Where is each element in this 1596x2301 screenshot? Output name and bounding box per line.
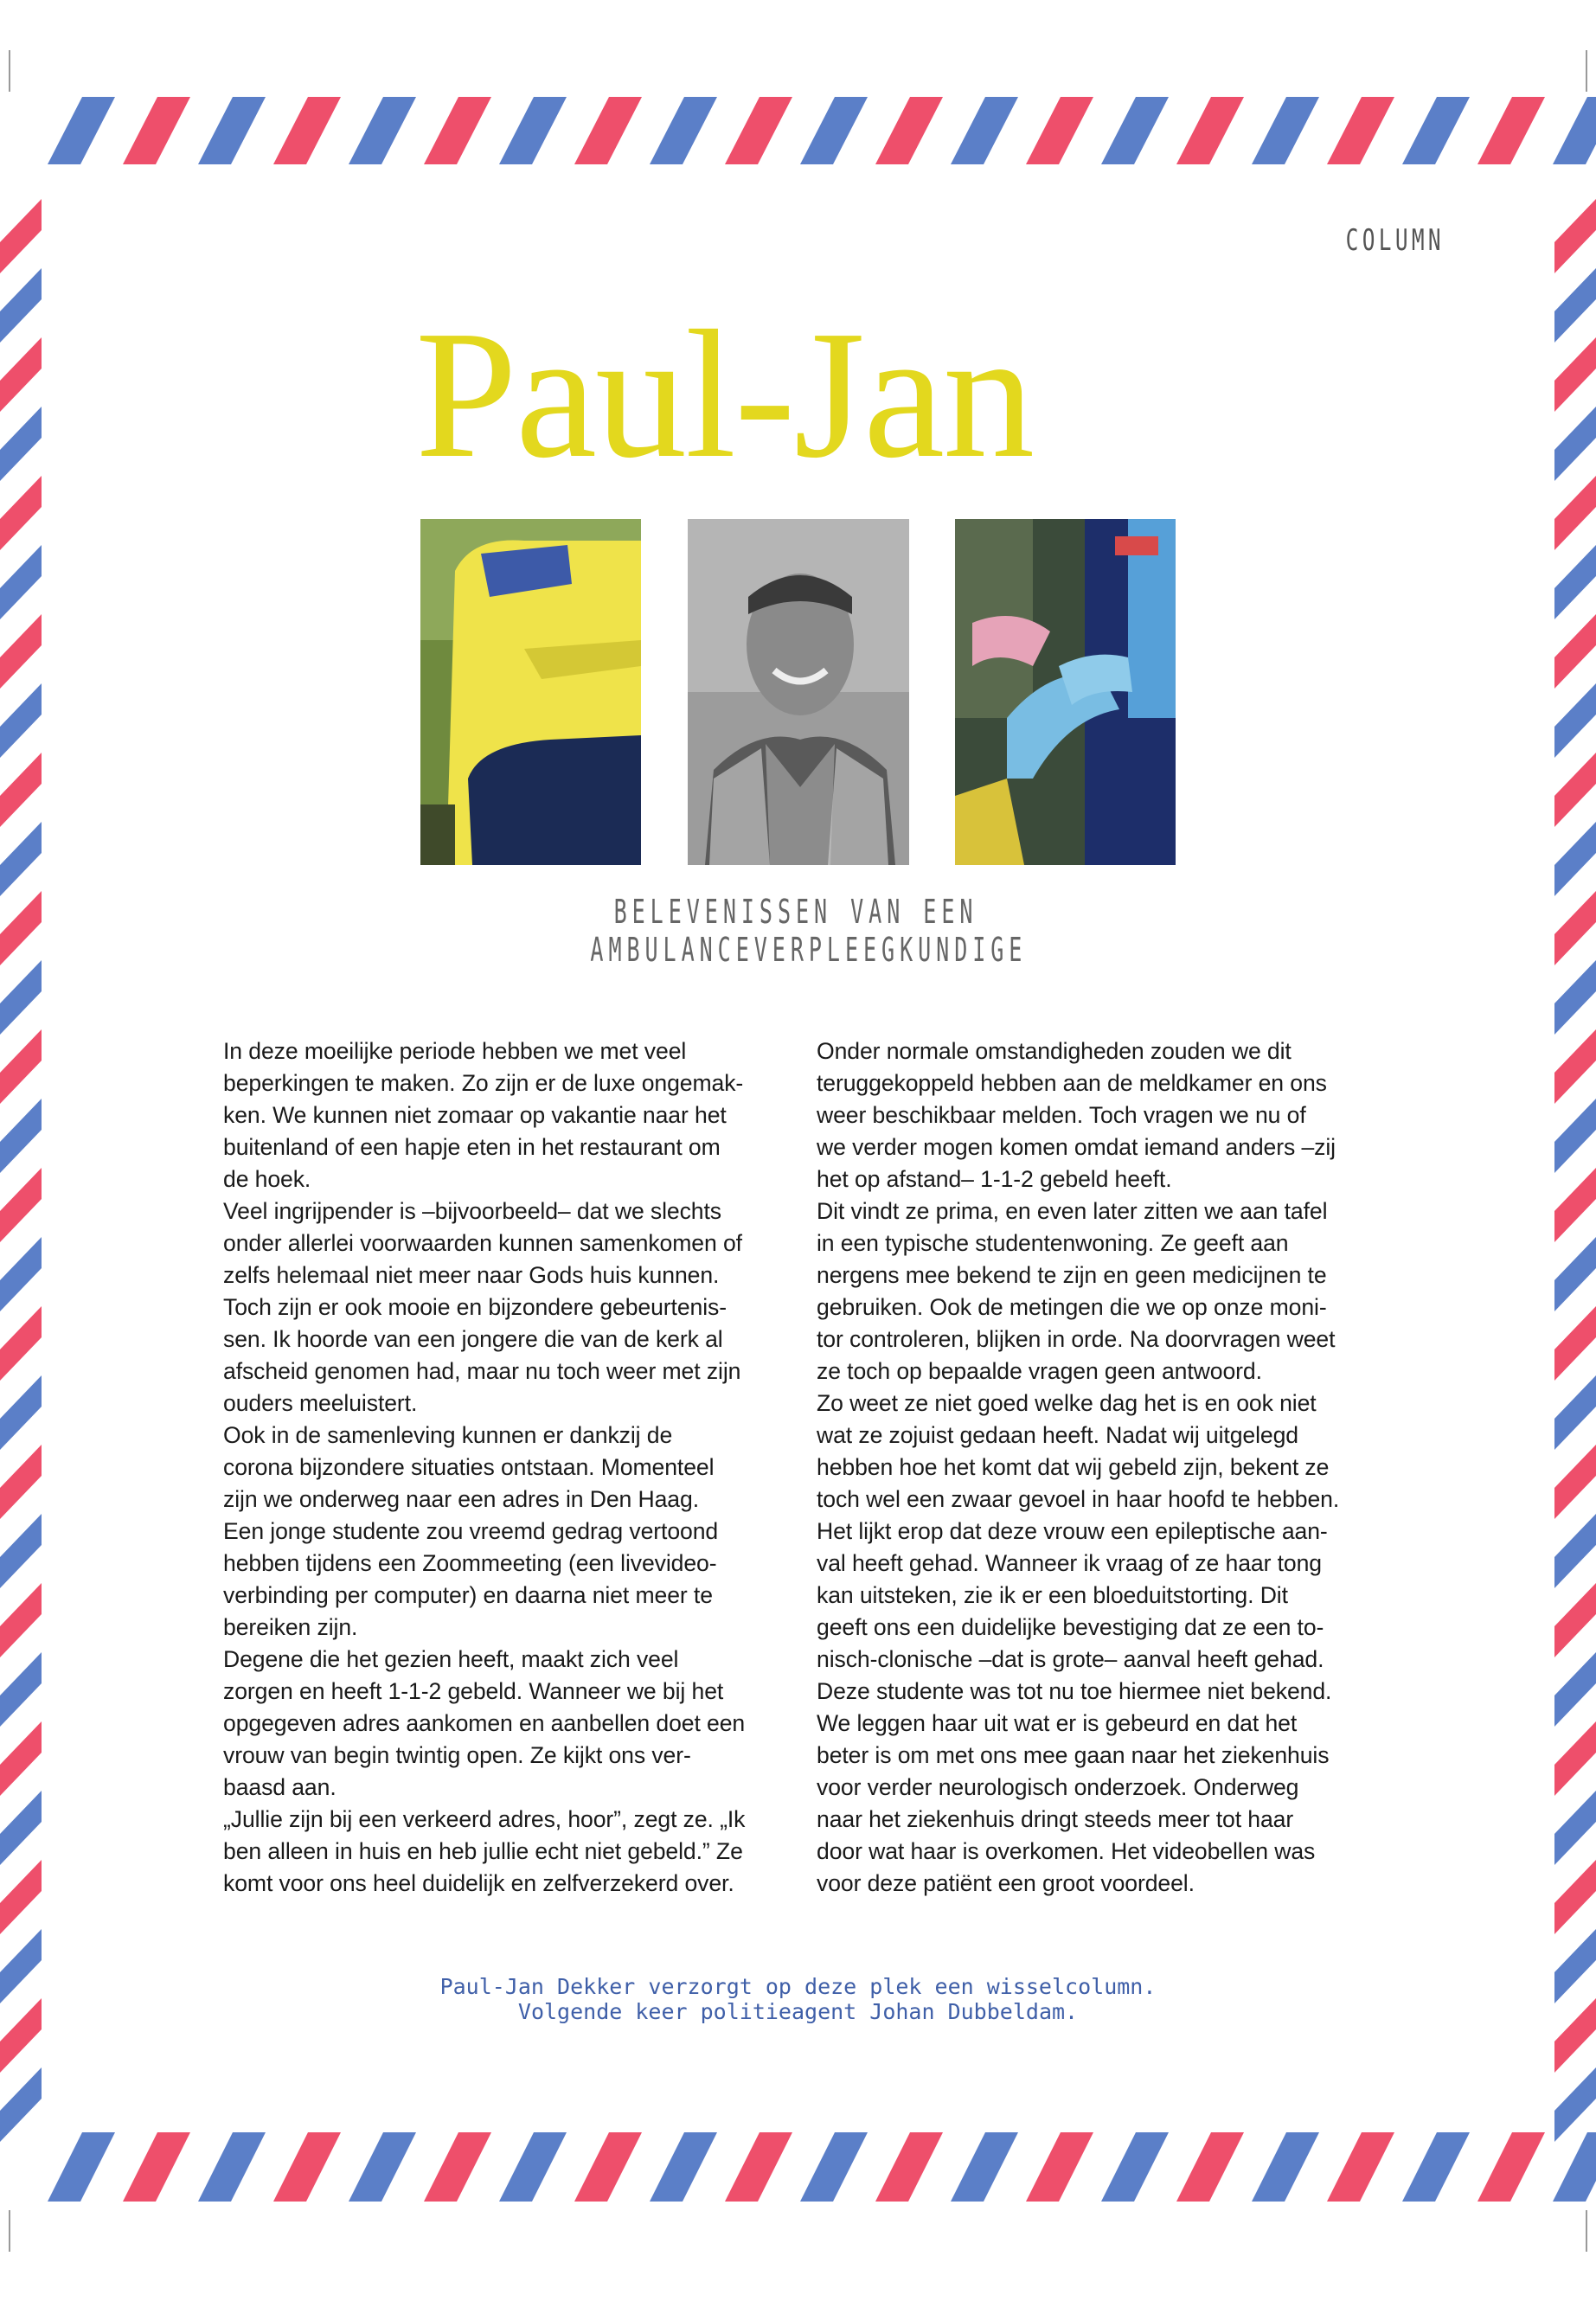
red-stripe: [0, 199, 42, 273]
gloves-photo: [955, 519, 1176, 865]
blue-stripe: [1554, 1791, 1596, 1865]
red-stripe: [0, 614, 42, 689]
red-stripe: [1327, 97, 1394, 164]
red-stripe: [273, 97, 341, 164]
airmail-border-left: [0, 0, 56, 2301]
red-stripe: [875, 2132, 943, 2202]
blue-stripe: [1554, 1929, 1596, 2003]
blue-stripe: [1252, 2132, 1319, 2202]
blue-stripe: [1554, 1237, 1596, 1311]
red-stripe: [1554, 476, 1596, 550]
red-stripe: [0, 1721, 42, 1796]
red-stripe: [725, 2132, 792, 2202]
red-stripe: [1554, 1168, 1596, 1242]
red-stripe: [1554, 1721, 1596, 1796]
red-stripe: [1554, 614, 1596, 689]
red-stripe: [0, 1306, 42, 1381]
crop-mark: [1586, 2210, 1587, 2252]
red-stripe: [0, 1445, 42, 1519]
blue-stripe: [1554, 1099, 1596, 1173]
red-stripe: [1554, 1860, 1596, 1934]
blue-stripe: [951, 97, 1018, 164]
ambulance-photo: [420, 519, 641, 865]
red-stripe: [1327, 2132, 1394, 2202]
red-stripe: [1554, 199, 1596, 273]
red-stripe: [0, 753, 42, 827]
blue-stripe: [198, 97, 266, 164]
blue-stripe: [1554, 2067, 1596, 2142]
red-stripe: [424, 97, 491, 164]
blue-stripe: [48, 97, 115, 164]
blue-stripe: [1402, 97, 1470, 164]
red-stripe: [1026, 2132, 1093, 2202]
blue-stripe: [1101, 97, 1169, 164]
blue-stripe: [198, 2132, 266, 2202]
red-stripe: [574, 97, 642, 164]
red-stripe: [273, 2132, 341, 2202]
article-column-left: In deze moeilijke periode hebben we met veel beperkingen te maken. Zo zijn er de luxe ongemak- ken. We kunnen niet zomaar op vakantie naar het buitenland of een hapje eten in het restaurant om de hoek. Veel ingrijpender is –bijvoorbeeld– dat we slechts onder allerlei voorwaarden kunnen samenkomen of zelfs helemaal niet meer naar Gods huis kunnen. Toch zijn er ook mooie en bijzondere gebeurtenis- sen. Ik hoorde van een jongere die van de kerk al afscheid genomen had, maar nu toch weer met zijn ouders meeluistert. Ook in de samenleving kunnen er dankzij de corona bijzondere situaties ontstaan. Momenteel zijn we onderweg naar een adres in Den Haag. Een jonge studente zou vreemd gedrag vertoond hebben tijdens een Zoommeeting (een livevideo- verbinding per computer) en daarna niet meer te bereiken zijn. Degene die het gezien heeft, maakt zich veel zorgen en heeft 1-1-2 gebeld. Wanneer we bij het opgegeven adres aankomen en aanbellen doet een vrouw van begin twintig open. Ze kijkt ons ver- baasd aan. „Jullie zijn bij een verkeerd adres, hoor”, zegt ze. „Ik ben alleen in huis en heb jullie echt niet gebeld.” Ze komt voor ons heel duidelijk en zelfverzekerd over.: [223, 1038, 746, 1896]
blue-stripe: [1554, 1375, 1596, 1450]
blue-stripe: [349, 2132, 416, 2202]
red-stripe: [1026, 97, 1093, 164]
blue-stripe: [1554, 683, 1596, 758]
blue-stripe: [0, 1375, 42, 1450]
footer-line: Paul-Jan Dekker verzorgt op deze plek een wisselcolumn.: [439, 1974, 1157, 1999]
red-stripe: [123, 2132, 190, 2202]
red-stripe: [1554, 1998, 1596, 2073]
subtitle: [590, 893, 1028, 969]
red-stripe: [1554, 1306, 1596, 1381]
red-stripe: [0, 476, 42, 550]
red-stripe: [0, 1860, 42, 1934]
airmail-border-top: [0, 0, 1596, 221]
red-stripe: [725, 97, 792, 164]
footer-line: Volgende keer politieagent Johan Dubbeldam.: [517, 1999, 1079, 2024]
crop-mark: [9, 50, 10, 92]
red-stripe: [0, 337, 42, 412]
airmail-border-right: [1540, 0, 1596, 2301]
blue-stripe: [0, 1791, 42, 1865]
blue-stripe: [0, 2067, 42, 2142]
blue-stripe: [1101, 2132, 1169, 2202]
airmail-border-bottom: [0, 2080, 1596, 2301]
subtitle-line: AMBULANCEVERPLEEGKUNDIGE: [590, 931, 1028, 969]
blue-stripe: [0, 1099, 42, 1173]
blue-stripe: [1554, 545, 1596, 619]
crop-mark: [1586, 50, 1587, 92]
red-stripe: [0, 891, 42, 965]
blue-stripe: [1554, 407, 1596, 481]
footer-note: [260, 1974, 1336, 2024]
red-stripe: [123, 97, 190, 164]
blue-stripe: [499, 2132, 567, 2202]
red-stripe: [0, 1583, 42, 1657]
blue-stripe: [0, 1514, 42, 1588]
red-stripe: [1176, 2132, 1244, 2202]
blue-stripe: [1554, 960, 1596, 1035]
blue-stripe: [0, 545, 42, 619]
blue-stripe: [1554, 268, 1596, 343]
blue-stripe: [0, 1652, 42, 1727]
red-stripe: [1176, 97, 1244, 164]
red-stripe: [875, 97, 943, 164]
blue-stripe: [0, 960, 42, 1035]
crop-mark: [9, 2210, 10, 2252]
red-stripe: [424, 2132, 491, 2202]
blue-stripe: [0, 683, 42, 758]
section-label: COLUMN: [1345, 223, 1445, 258]
blue-stripe: [0, 1929, 42, 2003]
blue-stripe: [800, 2132, 868, 2202]
blue-stripe: [499, 97, 567, 164]
red-stripe: [1554, 1583, 1596, 1657]
red-stripe: [1554, 337, 1596, 412]
page-title: Paul-Jan: [415, 292, 1034, 496]
red-stripe: [1554, 1445, 1596, 1519]
blue-stripe: [1554, 822, 1596, 896]
blue-stripe: [0, 268, 42, 343]
blue-stripe: [349, 97, 416, 164]
red-stripe: [1554, 753, 1596, 827]
blue-stripe: [0, 407, 42, 481]
blue-stripe: [1554, 1514, 1596, 1588]
blue-stripe: [48, 2132, 115, 2202]
red-stripe: [574, 2132, 642, 2202]
blue-stripe: [1252, 97, 1319, 164]
portrait-photo: [688, 519, 909, 865]
blue-stripe: [1554, 1652, 1596, 1727]
red-stripe: [1477, 2132, 1545, 2202]
blue-stripe: [951, 2132, 1018, 2202]
red-stripe: [1554, 1029, 1596, 1104]
blue-stripe: [650, 97, 717, 164]
blue-stripe: [650, 2132, 717, 2202]
red-stripe: [1477, 97, 1545, 164]
blue-stripe: [0, 1237, 42, 1311]
red-stripe: [0, 1168, 42, 1242]
article-column-right: Onder normale omstandigheden zouden we dit teruggekoppeld hebben aan de meldkamer en ons weer beschikbaar melden. Toch vragen we nu of we verder mogen komen omdat iemand anders –zij het op afstand– 1-1-2 gebeld heeft. Dit vindt ze prima, en even later zitten we aan tafel in een typische studentenwoning. Ze geeft aan nergens mee bekend te zijn en geen medicijnen te gebruiken. Ook de metingen die we op onze moni- tor controleren, blijken in orde. Na doorvragen weet ze toch op bepaalde vragen geen antwoord. Zo weet ze niet goed welke dag het is en ook niet wat ze zojuist gedaan heeft. Nadat wij uitgelegd hebben hoe het komt dat wij gebeld zijn, bekent ze toch wel een zwaar gevoel in haar hoofd te hebben. Het lijkt erop dat deze vrouw een epileptische aan- val heeft gehad. Wanneer ik vraag of ze haar tong kan uitsteken, zie ik er een bloeduitstorting. Dit geeft ons een duidelijke bevestiging dat ze een to- nisch-clonische –dat is grote– aanval heeft gehad. Deze studente was tot nu toe hiermee niet bekend. We leggen haar uit wat er is gebeurd en dat het beter is om met ons mee gaan naar het ziekenhuis voor verder neurologisch onderzoek. Onderweg naar het ziekenhuis dringt steeds meer tot haar door wat haar is overkomen. Het videobellen was voor deze patiënt een groot voordeel.: [817, 1038, 1340, 1896]
blue-stripe: [800, 97, 868, 164]
blue-stripe: [1402, 2132, 1470, 2202]
red-stripe: [0, 1998, 42, 2073]
subtitle-line: BELEVENISSEN VAN EEN: [613, 893, 978, 931]
red-stripe: [1554, 891, 1596, 965]
red-stripe: [0, 1029, 42, 1104]
blue-stripe: [0, 822, 42, 896]
